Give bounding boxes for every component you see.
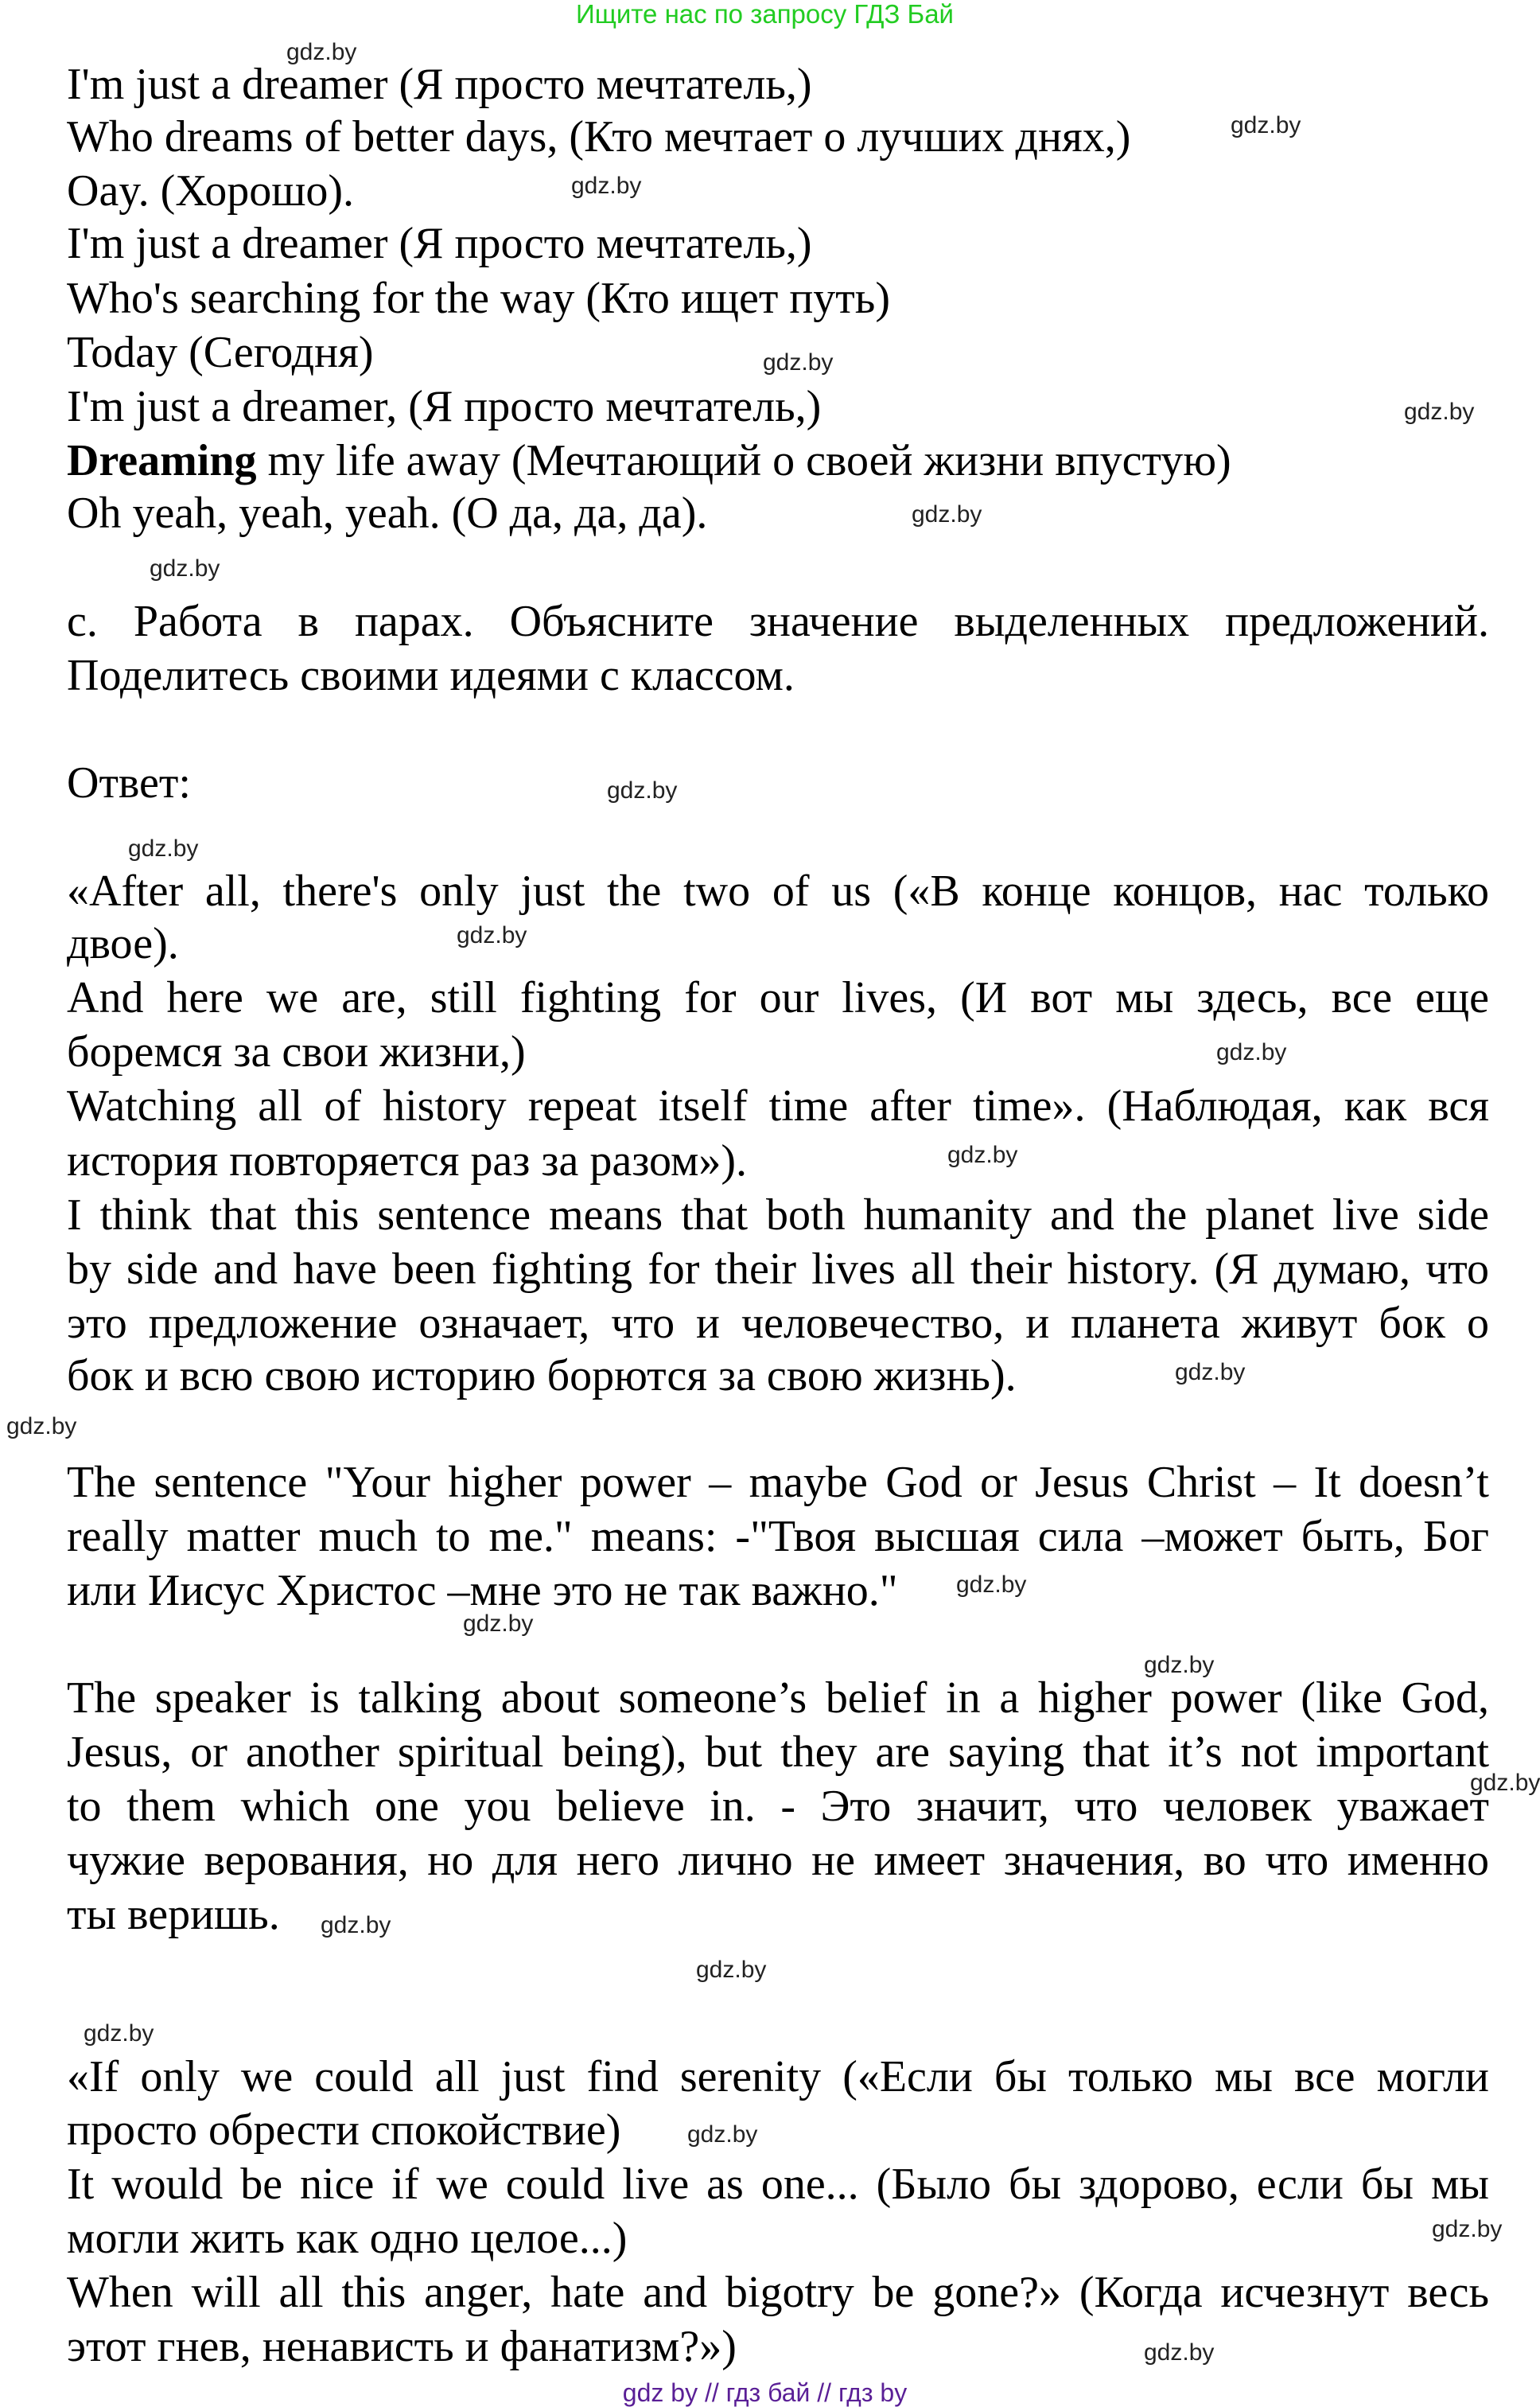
watermark: gdz.by — [571, 173, 642, 199]
line-text: это предложение означает, что и человечество, и планета живут бок о — [67, 1299, 1489, 1348]
text-line — [67, 1726, 1489, 1779]
watermark: gdz.by — [763, 349, 834, 376]
line-text: I'm just a dreamer (Я просто мечтатель,) — [67, 219, 812, 268]
text-line — [67, 1834, 1489, 1887]
text-line — [67, 1080, 1489, 1133]
text-line — [67, 272, 1489, 325]
text-line — [67, 1510, 1489, 1564]
text-line — [67, 217, 1489, 271]
line-text: двое). — [67, 919, 179, 968]
watermark: gdz.by — [84, 2020, 154, 2047]
watermark: gdz.by — [696, 1957, 767, 1983]
watermark: gdz.by — [6, 1413, 77, 1439]
text-line — [67, 972, 1489, 1025]
line-text: When will all this anger, hate and bigotry be gone?» (Когда исчезнут весь — [67, 2268, 1489, 2317]
text-line — [67, 917, 1489, 971]
line-text: by side and have been fighting for their lives all their history. (Я думаю, что — [67, 1244, 1489, 1294]
line-text: Oay. (Хорошо). — [67, 166, 354, 216]
line-text: «If only we could all just find serenity («Если бы только мы все могли — [67, 2052, 1489, 2101]
text-line — [67, 165, 1489, 218]
text-line — [67, 1243, 1489, 1296]
watermark: gdz.by — [321, 1912, 391, 1938]
line-text: The speaker is talking about someone’s belief in a higher power (like God, — [67, 1673, 1489, 1723]
footer-banner: gdz by // гдз бай // гдз by — [622, 2378, 908, 2407]
text-line — [67, 487, 1489, 540]
text-line — [67, 2320, 1489, 2374]
watermark: gdz.by — [463, 1611, 534, 1637]
line-text: Jesus, or another spiritual being), but they are saying that it’s not important — [67, 1727, 1489, 1777]
watermark: gdz.by — [1231, 112, 1301, 138]
line-text: I think that this sentence means that both humanity and the planet live side — [67, 1190, 1489, 1240]
watermark: gdz.by — [1216, 1039, 1287, 1065]
text-line — [67, 2051, 1489, 2104]
line-text: бок и всю свою историю борются за свою жизнь). — [67, 1351, 1017, 1400]
watermark: gdz.by — [947, 1142, 1018, 1168]
text-line — [67, 1564, 1489, 1618]
text-line — [67, 1672, 1489, 1725]
watermark: gdz.by — [286, 39, 357, 65]
line-text: And here we are, still fighting for our lives, (И вот мы здесь, все еще — [67, 973, 1489, 1022]
line-text: It would be nice if we could live as one... (Было бы здорово, если бы мы — [67, 2160, 1489, 2209]
line-text: этот гнев, ненависть и фанатизм?») — [67, 2322, 737, 2371]
text-line — [67, 1780, 1489, 1833]
watermark: gdz.by — [1404, 399, 1475, 425]
text-line — [67, 757, 1489, 810]
line-text: Today (Сегодня) — [67, 328, 374, 377]
line-text: чужие верования, но для него лично не имеет значения, во что именно — [67, 1836, 1489, 1885]
line-text: The sentence "Your higher power – maybe God or Jesus Christ – It doesn’t — [67, 1458, 1489, 1507]
line-text: могли жить как одно целое...) — [67, 2214, 628, 2263]
text-line — [67, 2158, 1489, 2211]
line-text: my life away (Мечтающий о своей жизни впустую) — [256, 436, 1231, 485]
text-line — [67, 58, 1489, 111]
watermark: gdz.by — [1175, 1359, 1246, 1385]
line-text: c. Работа в парах. Объясните значение выделенных предложений. — [67, 597, 1489, 646]
text-line — [67, 649, 1489, 703]
watermark: gdz.by — [912, 501, 982, 528]
line-text: Watching all of history repeat itself time after time». (Наблюдая, как вся — [67, 1081, 1489, 1131]
watermark: gdz.by — [1144, 2339, 1215, 2366]
line-text: Поделитесь своими идеями с классом. — [67, 651, 795, 700]
watermark: gdz.by — [956, 1572, 1027, 1598]
bold-word: Dreaming — [67, 436, 257, 485]
line-text: Oh yeah, yeah, yeah. (О да, да, да). — [67, 489, 708, 538]
text-line — [67, 865, 1489, 918]
line-text: просто обрести спокойствие) — [67, 2105, 621, 2155]
text-line — [67, 595, 1489, 648]
watermark: gdz.by — [1432, 2216, 1503, 2242]
line-text: Who dreams of better days, (Кто мечтает о лучших днях,) — [67, 112, 1131, 162]
header-banner: Ищите нас по запросу ГДЗ Бай — [576, 0, 954, 29]
text-line — [67, 380, 1489, 434]
watermark: gdz.by — [1144, 1652, 1215, 1678]
text-line — [67, 1888, 1489, 1942]
watermark: gdz.by — [1470, 1770, 1540, 1796]
line-text: to them which one you believe in. - Это значит, что человек уважает — [67, 1782, 1489, 1831]
text-line — [67, 2212, 1489, 2265]
line-text: «After all, there's only just the two of us («В конце концов, нас только — [67, 867, 1489, 916]
line-text: ты веришь. — [67, 1890, 280, 1939]
watermark: gdz.by — [128, 835, 199, 862]
watermark: gdz.by — [457, 922, 527, 948]
text-line — [67, 434, 1489, 488]
line-text: боремся за свои жизни,) — [67, 1027, 526, 1077]
line-text: really matter much to me." means: -"Твоя высшая сила –может быть, Бог — [67, 1512, 1489, 1561]
watermark: gdz.by — [150, 555, 220, 582]
text-line — [67, 2104, 1489, 2157]
line-text: история повторяется раз за разом»). — [67, 1136, 748, 1186]
text-line — [67, 1350, 1489, 1403]
line-text: Ответ: — [67, 758, 191, 808]
line-text: I'm just a dreamer, (Я просто мечтатель,) — [67, 382, 822, 431]
line-text: I'm just a dreamer (Я просто мечтатель,) — [67, 60, 812, 109]
text-line — [67, 1189, 1489, 1242]
text-line — [67, 1456, 1489, 1509]
line-text: или Иисус Христос –мне это не так важно." — [67, 1566, 898, 1615]
text-line — [67, 1135, 1489, 1188]
text-line — [67, 1297, 1489, 1350]
watermark: gdz.by — [687, 2121, 758, 2148]
watermark: gdz.by — [607, 777, 678, 804]
text-line — [67, 2266, 1489, 2319]
line-text: Who's searching for the way (Кто ищет путь) — [67, 274, 890, 323]
